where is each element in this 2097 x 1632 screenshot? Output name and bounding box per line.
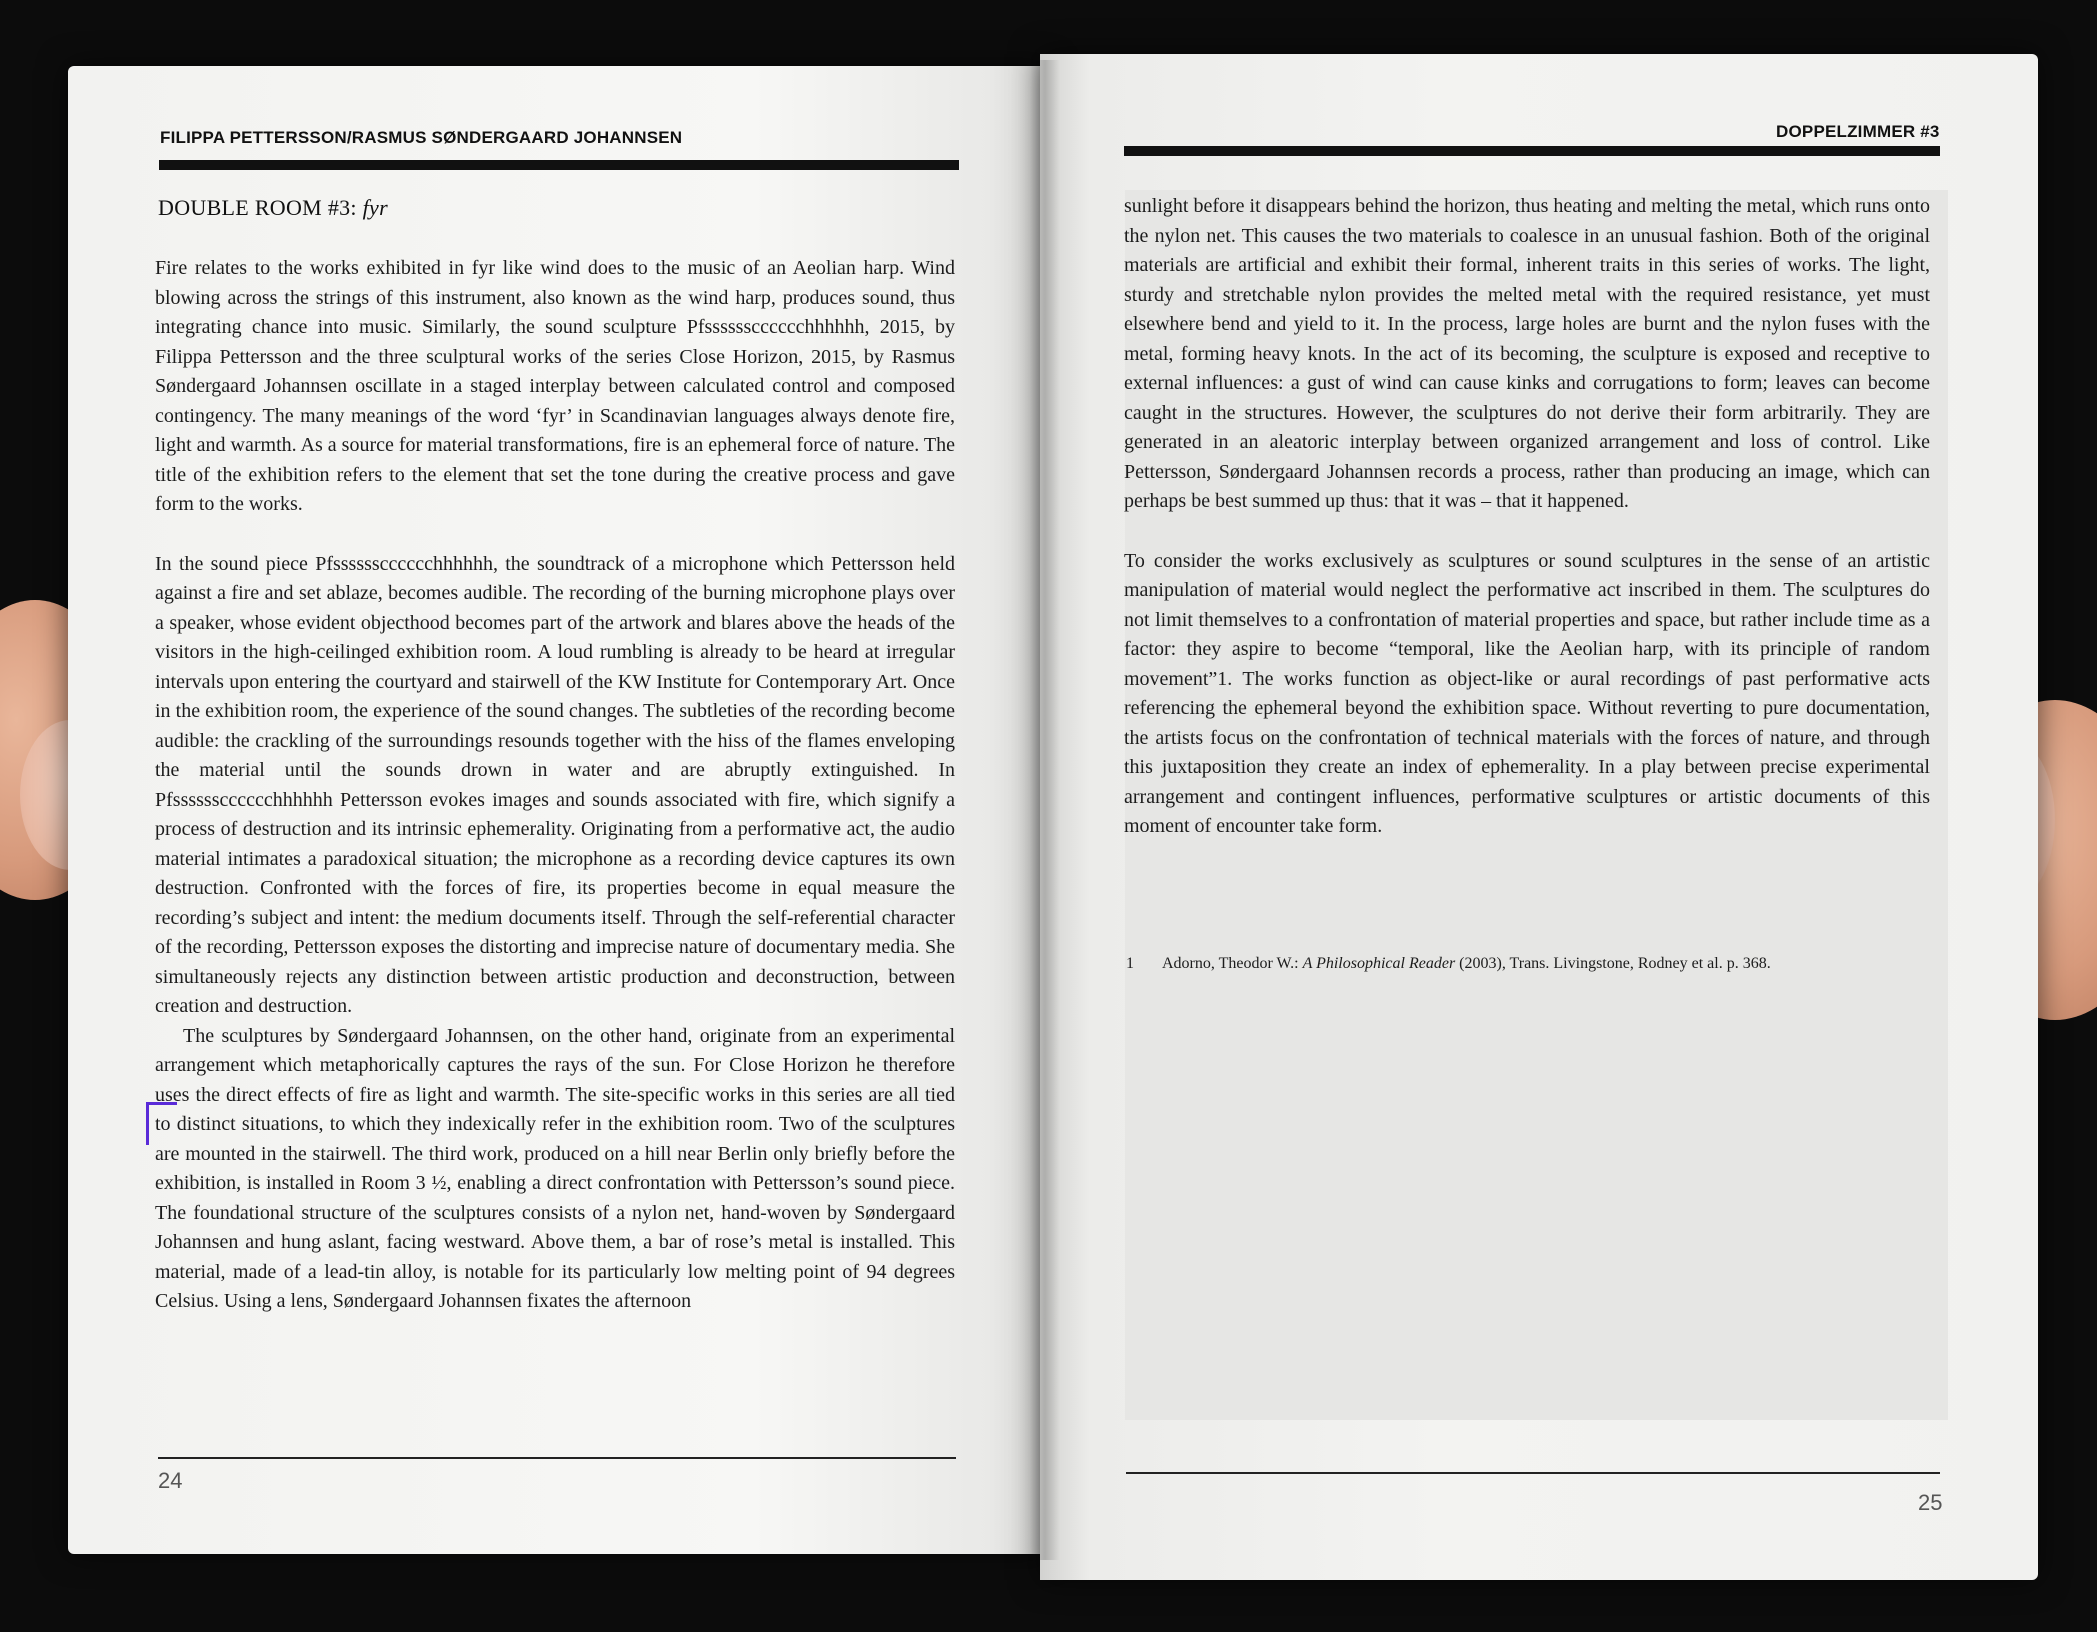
right-running-head: DOPPELZIMMER #3 xyxy=(1776,122,1940,141)
left-running-head: FILIPPA PETTERSSON/RASMUS SØNDERGAARD JOHANNSEN xyxy=(160,128,683,147)
left-paragraph-1: Fire relates to the works exhibited in fyr like wind does to the music of an Aeolian harp. Wind blowing across the strings of this instrument, also known as the wind harp, produces sound, thus integrating chance into music. Similarly, the sound sculpture Pfsssssscccccchhhhhh, 2015, by Filippa Pettersson and the three sculptural works of the series Close Horizon, 2015, by Rasmus Søndergaard Johannsen oscillate in a staged interplay between calculated control and composed contingency. The many meanings of the word ‘fyr’ in Scandinavian languages always denote fire, light and warmth. As a source for material transformations, fire is an ephemeral force of nature. The title of the exhibition refers to the element that set the tone during the creative process and gave form to the works. xyxy=(155,257,955,515)
title-italic: fyr xyxy=(362,195,388,220)
footnote xyxy=(1126,955,1771,973)
right-foot-rule xyxy=(1126,1472,1940,1474)
left-paragraph-3: The sculptures by Søndergaard Johannsen, on the other hand, originate from an experimental arrangement which metaphorically captures the rays of the sun. For Close Horizon he therefore uses the direct effects of fire as light and warmth. The site-specific works in this series are all tied to distinct situations, to which they indexically refer in the exhibition room. Two of the sculptures are mounted in the stairwell. The third work, produced on a hill near Berlin only briefly before the exhibition, is installed in Room 3 ½, enabling a direct confrontation with Pettersson’s sound piece. The foundational structure of the sculptures consists of a nylon net, hand-woven by Søndergaard Johannsen and hung aslant, facing westward. Above them, a bar of rose’s metal is installed. This material, made of a lead-tin alloy, is notable for its particularly low melting point of 94 degrees Celsius. Using a lens, Søndergaard Johannsen fixates the afternoon xyxy=(155,1024,955,1312)
footnote-number: 1 xyxy=(1126,955,1134,972)
right-head-rule xyxy=(1124,146,1940,156)
footnote-title: A Philosophical Reader xyxy=(1302,955,1456,972)
footnote-rest: (2003), Trans. Livingstone, Rodney et al. p. 368. xyxy=(1455,955,1771,972)
left-head-rule xyxy=(159,160,959,170)
margin-bracket-mark xyxy=(146,1102,177,1145)
left-foot-rule xyxy=(158,1457,956,1459)
book-gutter xyxy=(1030,60,1060,1560)
footnote-author: Adorno, Theodor W.: xyxy=(1162,955,1303,972)
left-folio: 24 xyxy=(158,1468,183,1493)
left-text-column xyxy=(155,254,955,1317)
left-paragraph-2: In the sound piece Pfsssssscccccchhhhhh, the soundtrack of a microphone which Pettersson held against a fire and set ablaze, becomes audible. The recording of the burning microphone plays over a speaker, whose evident objecthood becomes part of the artwork and blares above the heads of the visitors in the high-ceilinged exhibition room. A loud rumbling is already to be heard at irregular intervals upon entering the courtyard and stairwell of the KW Institute for Contemporary Art. Once in the exhibition room, the experience of the sound changes. The subtleties of the recording become audible: the crackling of the surroundings resounds together with the hiss of the flames enveloping the material until the sounds drown in water and are abruptly extinguished. In Pfsssssscccccchhhhhh Pettersson evokes images and sounds associated with fire, which signify a process of destruction and its intrinsic ephemerality. Originating from a performative act, the audio material intimates a paradoxical situation; the microphone as a recording device captures its own destruction. Confronted with the forces of fire, its properties become in equal measure the recording’s subject and intent: the medium documents itself. Through the self-referential character of the recording, Pettersson exposes the distorting and imprecise nature of documentary media. She simultaneously rejects any distinction between artistic production and deconstruction, between creation and destruction. xyxy=(155,552,955,1017)
right-paragraph-2: To consider the works exclusively as sculptures or sound sculptures in the sense of an artistic manipulation of material would neglect the performative act inscribed in them. The sculptures do not limit themselves to a confrontation of material properties and space, but rather include time as a factor: they aspire to become “temporal, like the Aeolian harp, with its principle of random movement”1. The works function as object-like or aural recordings of past performative acts referencing the ephemeral beyond the exhibition space. Without reverting to pure documentation, the artists focus on the confrontation of technical materials with the forces of nature, and through this juxtaposition they create an index of ephemerality. In a play between precise experimental arrangement and contingent influences, performative sculptures or artistic documents of this moment of encounter take form. xyxy=(1124,549,1930,837)
page-title xyxy=(158,195,388,221)
right-text-column xyxy=(1124,192,1930,842)
right-paragraph-1: sunlight before it disappears behind the horizon, thus heating and melting the metal, which runs onto the nylon net. This causes the two materials to coalesce in an unusual fashion. Both of the original materials are artificial and exhibit their formal, inherent traits in this series of works. The light, sturdy and stretchable nylon provides the melted metal with the required resistance, yet must elsewhere bend and yield to it. In the process, large holes are burnt and the nylon fuses with the metal, forming heavy knots. In the act of its becoming, the sculpture is exposed and receptive to external influences: a gust of wind can cause kinks and corrugations to form; leaves can become caught in the structures. However, the sculptures do not derive their form arbitrarily. They are generated in an aleatoric interplay between organized arrangement and loss of control. Like Pettersson, Søndergaard Johannsen records a process, rather than producing an image, which can perhaps be best summed up thus: that it was – that it happened. xyxy=(1124,195,1930,512)
title-main: DOUBLE ROOM #3: xyxy=(158,195,363,220)
right-folio: 25 xyxy=(1918,1490,1943,1515)
